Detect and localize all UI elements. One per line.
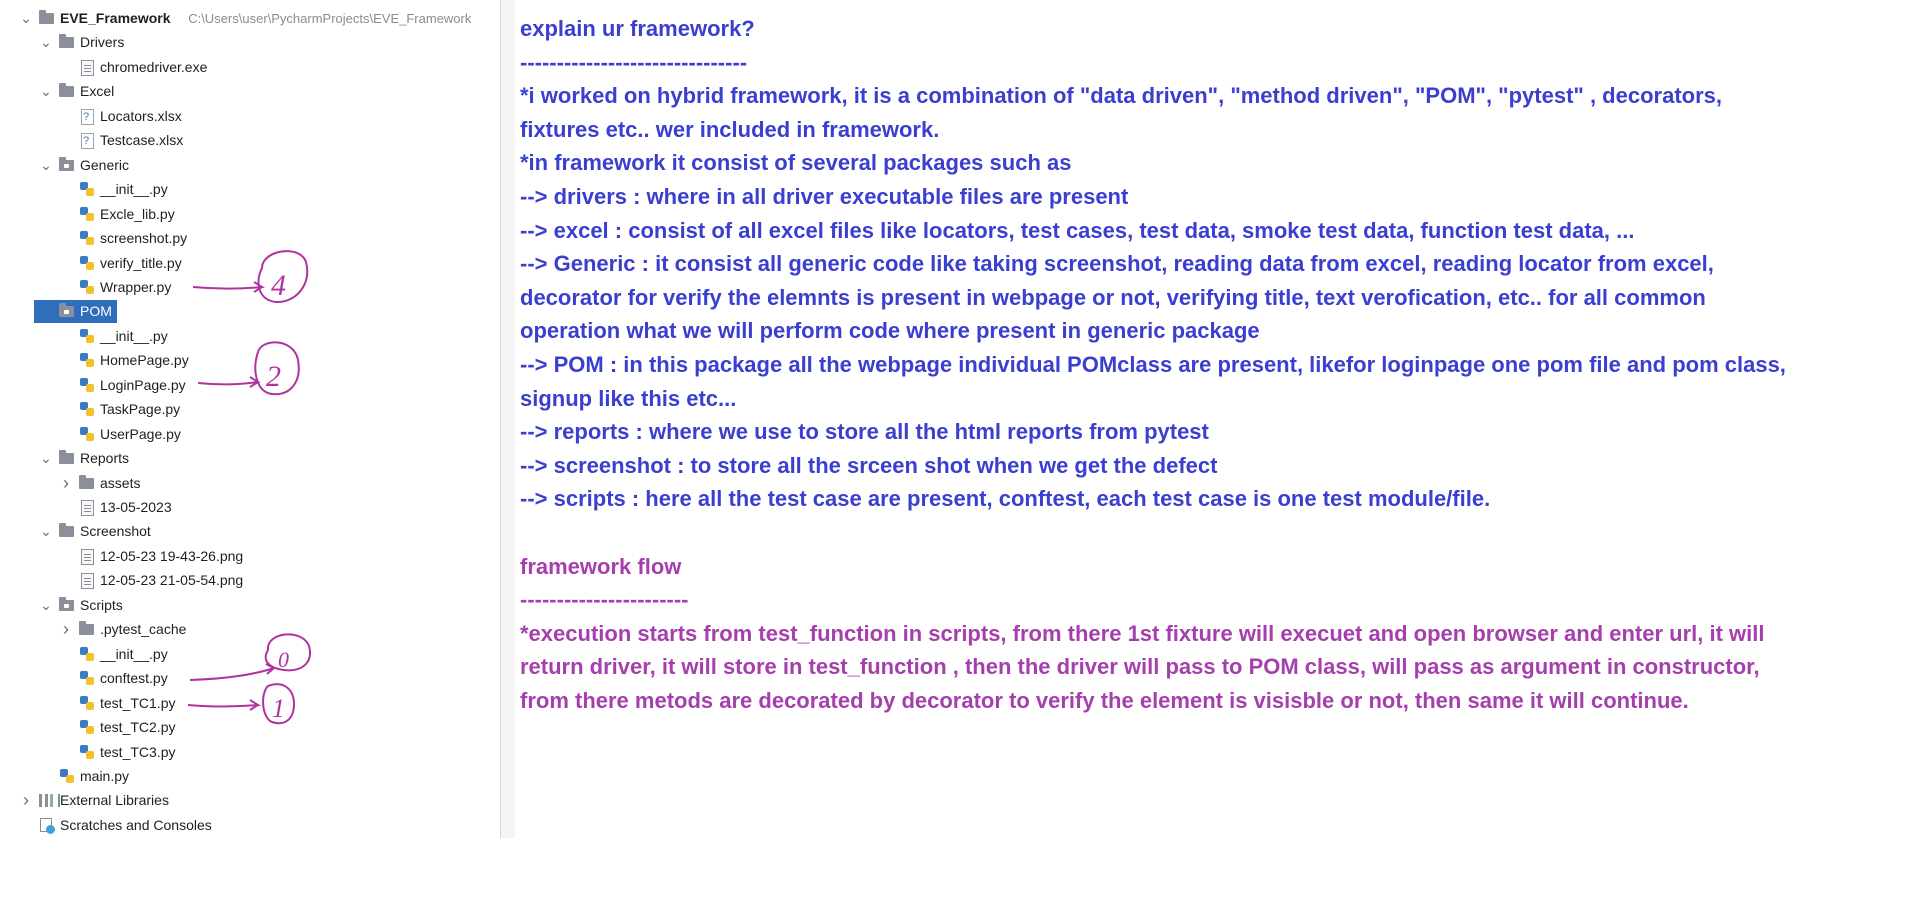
tree-item-assets[interactable] (0, 472, 500, 495)
folder-icon (58, 31, 76, 54)
tree-item-taskpage-py[interactable] (0, 398, 500, 421)
folder-icon (38, 7, 56, 30)
tree-item-label: Reports (80, 450, 130, 467)
tree-item-external-libraries[interactable] (0, 789, 500, 812)
chevron-down-icon[interactable]: ⌄ (40, 450, 52, 467)
python-file-icon (78, 423, 96, 446)
tree-item-label: 12-05-23 21-05-54.png (100, 572, 244, 589)
python-file-icon (78, 716, 96, 739)
tree-item-label: 12-05-23 19-43-26.png (100, 547, 244, 564)
tree-item-label: HomePage.py (100, 352, 189, 369)
package-folder-icon (58, 300, 76, 323)
folder-icon (58, 80, 76, 103)
tree-item-excle-lib-py[interactable] (0, 203, 500, 226)
annotation-number-4: 4 (271, 269, 286, 302)
tree-item-label: test_TC1.py (100, 694, 176, 711)
python-file-icon (78, 227, 96, 250)
tree-item-verify-title-py[interactable] (0, 252, 500, 275)
unknown-file-icon (78, 129, 96, 152)
python-file-icon (78, 692, 96, 715)
tree-item-label: main.py (80, 767, 130, 784)
tree-item-label: Generic (80, 156, 130, 173)
tree-item-label: UserPage.py (100, 425, 181, 442)
tree-item-label: LoginPage.py (100, 376, 186, 393)
notes-line: --> scripts : here all the test case are present, conftest, each test case is one test module/file. (520, 486, 1491, 512)
project-tree-panel (0, 0, 501, 838)
notes-line: fixtures etc.. wer included in framework. (520, 116, 940, 142)
tree-item-label: Excle_lib.py (100, 205, 175, 222)
tree-item-scripts[interactable] (0, 594, 500, 617)
python-file-icon (78, 325, 96, 348)
tree-item-drivers[interactable] (0, 31, 500, 54)
tree-item-label: assets (100, 474, 141, 491)
chevron-down-icon[interactable]: ⌄ (40, 523, 52, 540)
tree-item-label: Screenshot (80, 523, 151, 540)
chevron-down-icon[interactable]: ⌄ (40, 596, 52, 613)
text-file-icon (78, 569, 96, 592)
tree-item-testcase-xlsx[interactable] (0, 129, 500, 152)
folder-icon (58, 520, 76, 543)
tree-item-locators-xlsx[interactable] (0, 105, 500, 128)
folder-icon (78, 472, 96, 495)
tree-item-wrapper-py[interactable] (0, 276, 500, 299)
notes-line: *in framework it consist of several packages such as (520, 150, 1072, 176)
notes-line: --> Generic : it consist all generic code like taking screenshot, reading data from excel, reading locator from excel, (520, 251, 1714, 277)
tree-item-reports[interactable] (0, 447, 500, 470)
tree-item-test-tc2-py[interactable] (0, 716, 500, 739)
notes-line: --> drivers : where in all driver executable files are present (520, 183, 1129, 209)
tree-item-screenshot[interactable] (0, 520, 500, 543)
chevron-right-icon[interactable]: › (23, 790, 29, 811)
python-file-icon (78, 667, 96, 690)
notes-line: --> excel : consist of all excel files like locators, test cases, test data, smoke test data, function test data, ... (520, 217, 1635, 243)
tree-item-test-tc3-py[interactable] (0, 741, 500, 764)
editor-gutter (501, 0, 515, 838)
scratches-icon (38, 814, 56, 837)
tree-item-13-05-2023[interactable] (0, 496, 500, 519)
notes-line: decorator for verify the elemnts is present in webpage or not, verifying title, text verofication, etc.. for all common (520, 284, 1706, 310)
project-path: C:\Users\user\PycharmProjects\EVE_Framework (188, 11, 472, 26)
python-file-icon (78, 252, 96, 275)
flow-line: *execution starts from test_function in scripts, from there 1st fixture will execuet and open browser and enter url, it will (520, 620, 1765, 646)
tree-item-label: EVE_Framework (60, 10, 171, 26)
tree-item-label: Testcase.xlsx (100, 132, 184, 149)
python-file-icon (78, 178, 96, 201)
package-folder-icon (58, 594, 76, 617)
tree-item-userpage-py[interactable] (0, 423, 500, 446)
tree-item-12-05-23-21-05-54-png[interactable] (0, 569, 500, 592)
tree-item-excel[interactable] (0, 80, 500, 103)
flow-divider: ----------------------- (520, 587, 689, 613)
notes-line: --> POM : in this package all the webpage individual POMclass are present, likefor loginpage one pom file and pom class, (520, 351, 1786, 377)
tree-item-label: Wrapper.py (100, 278, 172, 295)
flow-heading: framework flow (520, 553, 682, 579)
tree-item-label: Locators.xlsx (100, 107, 182, 124)
python-file-icon (78, 741, 96, 764)
tree-item-main-py[interactable] (0, 765, 500, 788)
chevron-down-icon[interactable]: ⌄ (40, 83, 52, 100)
chevron-right-icon[interactable]: › (63, 472, 69, 493)
tree-item-label: POM (80, 303, 112, 320)
tree-item-label: screenshot.py (100, 230, 188, 247)
tree-item-label: Excel (80, 83, 115, 100)
tree-item-label: Scratches and Consoles (60, 816, 212, 833)
tree-item-label: test_TC2.py (100, 719, 176, 736)
tree-item-label: conftest.py (100, 670, 168, 687)
tree-item-init-py[interactable] (0, 325, 500, 348)
notes-line: *i worked on hybrid framework, it is a combination of "data driven", "method driven", "POM", "pytest" , decorators, (520, 83, 1722, 109)
chevron-down-icon[interactable]: ⌄ (40, 156, 52, 173)
tree-item-label: External Libraries (60, 792, 169, 809)
tree-item-init-py[interactable] (0, 643, 500, 666)
annotation-number-0: 0 (278, 647, 289, 672)
tree-item-label: 13-05-2023 (100, 499, 172, 515)
folder-icon (58, 447, 76, 470)
annotation-number-1: 1 (272, 694, 285, 723)
flow-line: from there metods are decorated by decorator to verify the element is visisble or not, then same it will continue. (520, 687, 1689, 713)
tree-item-pytest-cache[interactable] (0, 618, 500, 641)
tree-item-label: __init__.py (100, 327, 168, 344)
chevron-down-icon[interactable]: ⌄ (20, 10, 32, 26)
python-file-icon (78, 349, 96, 372)
unknown-file-icon (78, 105, 96, 128)
python-file-icon (58, 765, 76, 788)
text-file-icon (78, 496, 96, 519)
tree-item-chromedriver-exe[interactable] (0, 56, 500, 79)
tree-item-label: __init__.py (100, 181, 168, 198)
python-file-icon (78, 643, 96, 666)
tree-item-scratches-and-consoles[interactable] (0, 814, 500, 837)
notes-heading: explain ur framework? (520, 16, 755, 41)
tree-item-test-tc1-py[interactable] (0, 692, 500, 715)
text-file-icon (78, 56, 96, 79)
notes-divider: ------------------------------- (520, 49, 748, 75)
library-icon (38, 789, 56, 812)
chevron-right-icon[interactable]: › (63, 619, 69, 640)
package-folder-icon (58, 154, 76, 177)
tree-item-label: test_TC3.py (100, 743, 176, 760)
tree-item-12-05-23-19-43-26-png[interactable] (0, 545, 500, 568)
python-file-icon (78, 276, 96, 299)
tree-item-label: verify_title.py (100, 254, 182, 271)
tree-item-eve-framework[interactable] (0, 7, 500, 30)
tree-item-loginpage-py[interactable] (0, 374, 500, 397)
notes-line: --> screenshot : to store all the srceen shot when we get the defect (520, 452, 1218, 478)
tree-item-init-py[interactable] (0, 178, 500, 201)
tree-item-label: TaskPage.py (100, 401, 181, 418)
notes-blank (520, 516, 1910, 550)
chevron-down-icon[interactable]: ⌄ (40, 34, 52, 51)
tree-item-conftest-py[interactable] (0, 667, 500, 690)
tree-item-homepage-py[interactable] (0, 349, 500, 372)
tree-item-label: Drivers (80, 34, 125, 51)
python-file-icon (78, 398, 96, 421)
tree-item-label: Scripts (80, 596, 123, 613)
text-file-icon (78, 545, 96, 568)
python-file-icon (78, 203, 96, 226)
notes-line: --> reports : where we use to store all the html reports from pytest (520, 419, 1209, 445)
notes-line: operation what we will perform code where present in generic package (520, 318, 1260, 344)
flow-line: return driver, it will store in test_function , then the driver will pass to POM class, will pass as argument in constructor, (520, 654, 1760, 680)
notes-line: signup like this etc... (520, 385, 737, 411)
folder-icon (78, 618, 96, 641)
tree-item-label: chromedriver.exe (100, 58, 208, 75)
python-file-icon (78, 374, 96, 397)
tree-item-pom[interactable] (0, 300, 500, 323)
tree-item-label: .pytest_cache (100, 621, 187, 638)
framework-notes (520, 12, 1910, 717)
tree-item-screenshot-py[interactable] (0, 227, 500, 250)
tree-item-generic[interactable] (0, 154, 500, 177)
tree-item-label: __init__.py (100, 645, 168, 662)
annotation-number-2: 2 (266, 360, 281, 393)
